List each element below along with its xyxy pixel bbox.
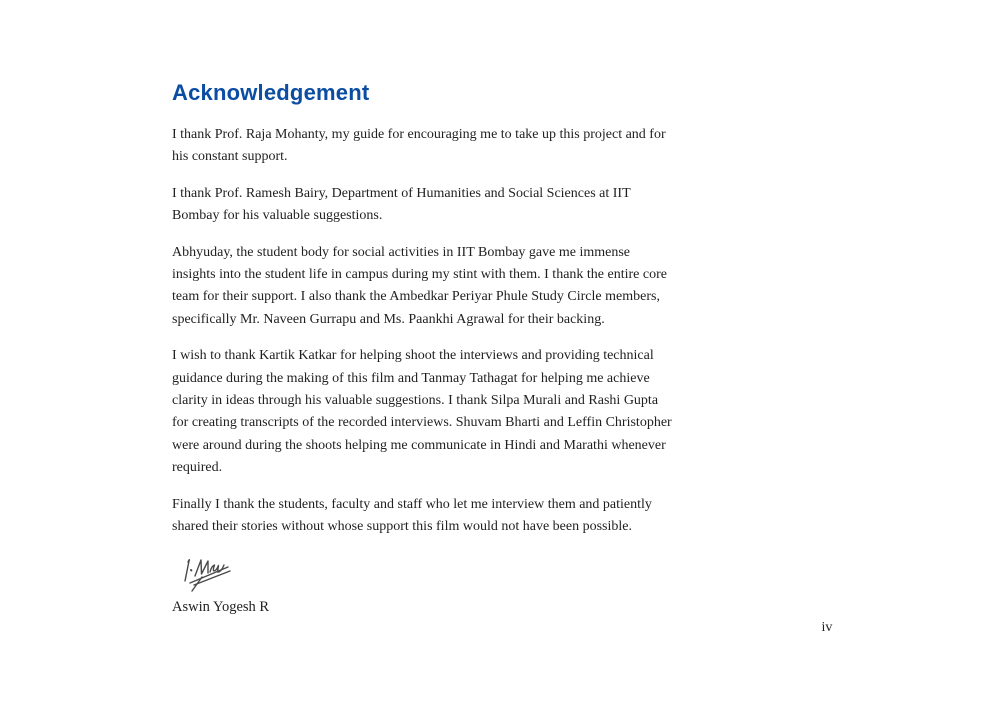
- acknowledgement-section: [172, 80, 672, 616]
- signature-image: [178, 553, 240, 595]
- page-title: Acknowledgement: [172, 80, 370, 105]
- author-name: Aswin Yogesh R: [172, 598, 270, 615]
- acknowledgement-paragraph-3: Abhyuday, the student body for social activities in IIT Bombay gave me immense insights into the student life in campus during my stint with them. I thank the entire core team for their support. I also thank the Ambedkar Periyar Phule Study Circle members, specifically Mr. Naveen Gurrapu and Ms. Paankhi Agrawal for their backing.: [172, 244, 667, 327]
- acknowledgement-paragraph-1: I thank Prof. Raja Mohanty, my guide for encouraging me to take up this project and for his constant support.: [172, 127, 666, 165]
- signature-block: [172, 553, 672, 616]
- acknowledgement-paragraph-4: I wish to thank Kartik Katkar for helping shoot the interviews and providing technical guidance during the making of this film and Tanmay Tathagat for helping me achieve clarity in ideas through his valuable suggestions. I thank Silpa Murali and Rashi Gupta for creating transcripts of the recorded interviews. Shuvam Bharti and Leffin Christopher were around during the shoots helping me communicate in Hindi and Marathi whenever required.: [172, 348, 672, 476]
- acknowledgement-paragraph-2: I thank Prof. Ramesh Bairy, Department of Humanities and Social Sciences at IIT Bombay for his valuable suggestions.: [172, 185, 631, 224]
- acknowledgement-paragraph-5: Finally I thank the students, faculty and staff who let me interview them and patiently shared their stories without whose support this film would not have been possible.: [172, 496, 652, 535]
- page-number: iv: [821, 620, 833, 635]
